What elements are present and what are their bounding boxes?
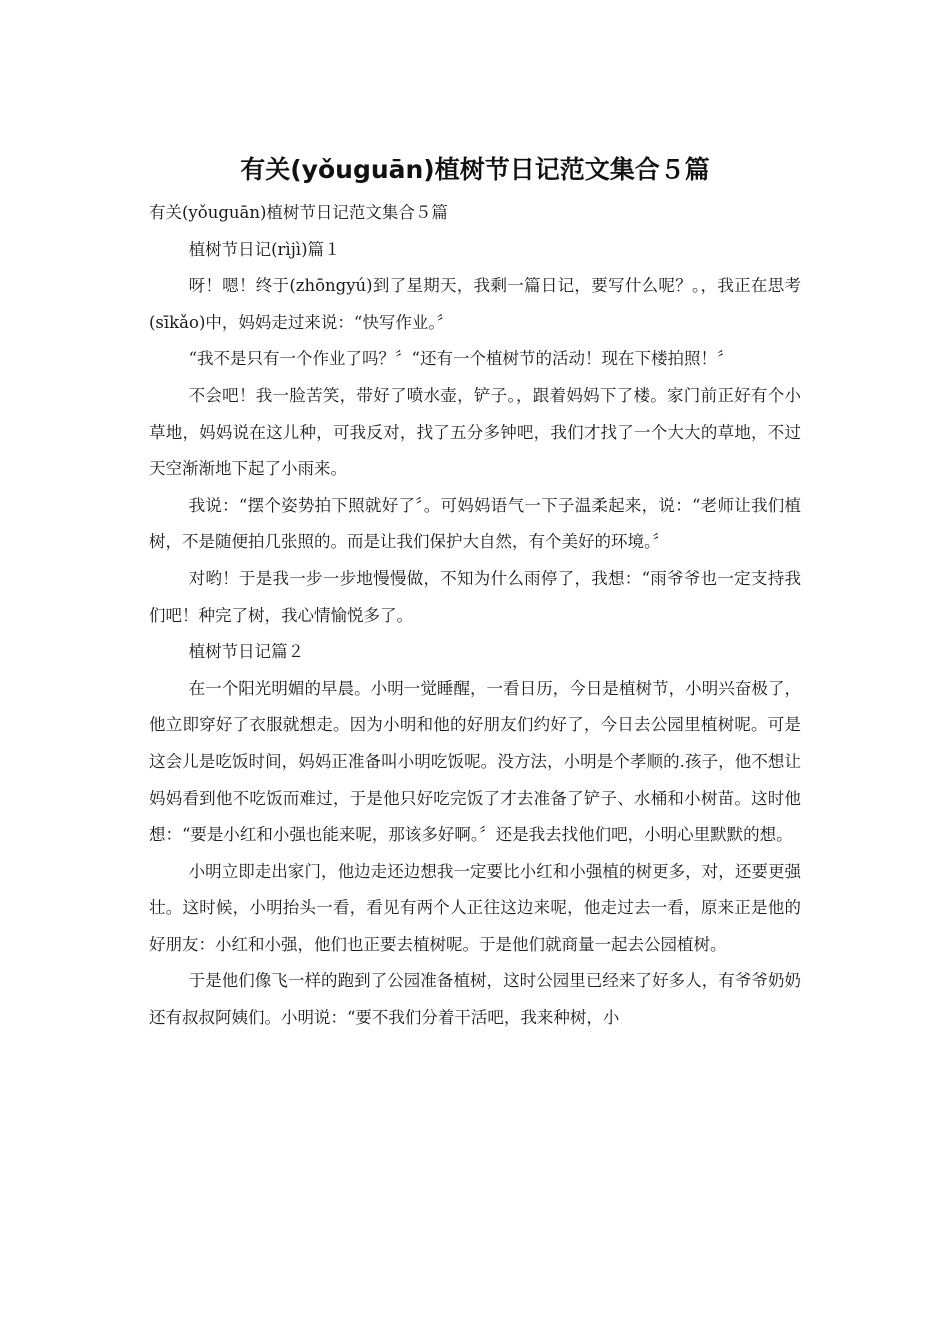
section-heading-2: 植树节日记篇２ bbox=[188, 642, 305, 662]
section-heading-1: 植树节日记(rìjì)篇１ bbox=[188, 239, 341, 259]
paragraph: 呀！嗯！终于(zhōngyú)到了星期天，我剩一篇日记，要写什么呢？。，我正在思考(sīkǎo)中，妈妈走过来说：“快写作业。〞 bbox=[149, 276, 801, 332]
paragraph: “我不是只有一个作业了吗？〞“还有一个植树节的活动！现在下楼拍照！〞 bbox=[188, 349, 734, 369]
paragraph: 对哟！于是我一步一步地慢慢做，不知为什么雨停了，我想：“雨爷爷也一定支持我们吧！种完了树，我心情愉悦多了。 bbox=[149, 568, 801, 625]
paragraph: 小明立即走出家门，他边走还边想我一定要比小红和小强植的树更多，对，还要更强壮。这时候，小明抬头一看，看见有两个人正往这边来呢，他走过去一看，原来正是他的好朋友：小红和小强，他们也正要去植树呢。于是他们就商量一起去公园植树。 bbox=[149, 861, 801, 954]
paragraph: 在一个阳光明媚的早晨。小明一觉睡醒，一看日历，今日是植树节，小明兴奋极了，他立即穿好了衣服就想走。因为小明和他的好朋友们约好了，今日去公园里植树呢。可是这会儿是吃饭时间，妈妈正准备叫小明吃饭呢。没方法，小明是个孝顺的.孩子，他不想让妈妈看到他不吃饭而难过，于是他只好吃完饭了才去准备了铲子、水桶和小树苗。这时他想：“要是小红和小强也能来呢，那该多好啊。〞还是我去找他们吧，小明心里默默的想。 bbox=[149, 678, 801, 845]
paragraph: 不会吧！我一脸苦笑，带好了喷水壶，铲子。，跟着妈妈下了楼。家门前正好有个小草地，妈妈说在这儿种，可我反对，找了五分多钟吧，我们才找了一个大大的草地，不过天空渐渐地下起了小雨来。 bbox=[149, 385, 801, 479]
paragraph: 我说：“摆个姿势拍下照就好了〞。可妈妈语气一下子温柔起来，说：“老师让我们植树，不是随便拍几张照的。而是让我们保护大自然，有个美好的环境。〞 bbox=[149, 495, 801, 552]
document-body bbox=[149, 195, 801, 1037]
subtitle-paragraph: 有关(yǒuguān)植树节日记范文集合５篇 bbox=[149, 203, 448, 222]
document-title: 有关(yǒuguān)植树节日记范文集合５篇 bbox=[240, 155, 710, 184]
paragraph: 于是他们像飞一样的跑到了公园准备植树，这时公园里已经来了好多人，有爷爷奶奶还有叔叔阿姨们。小明说：“要不我们分着干活吧，我来种树，小 bbox=[149, 971, 801, 1028]
